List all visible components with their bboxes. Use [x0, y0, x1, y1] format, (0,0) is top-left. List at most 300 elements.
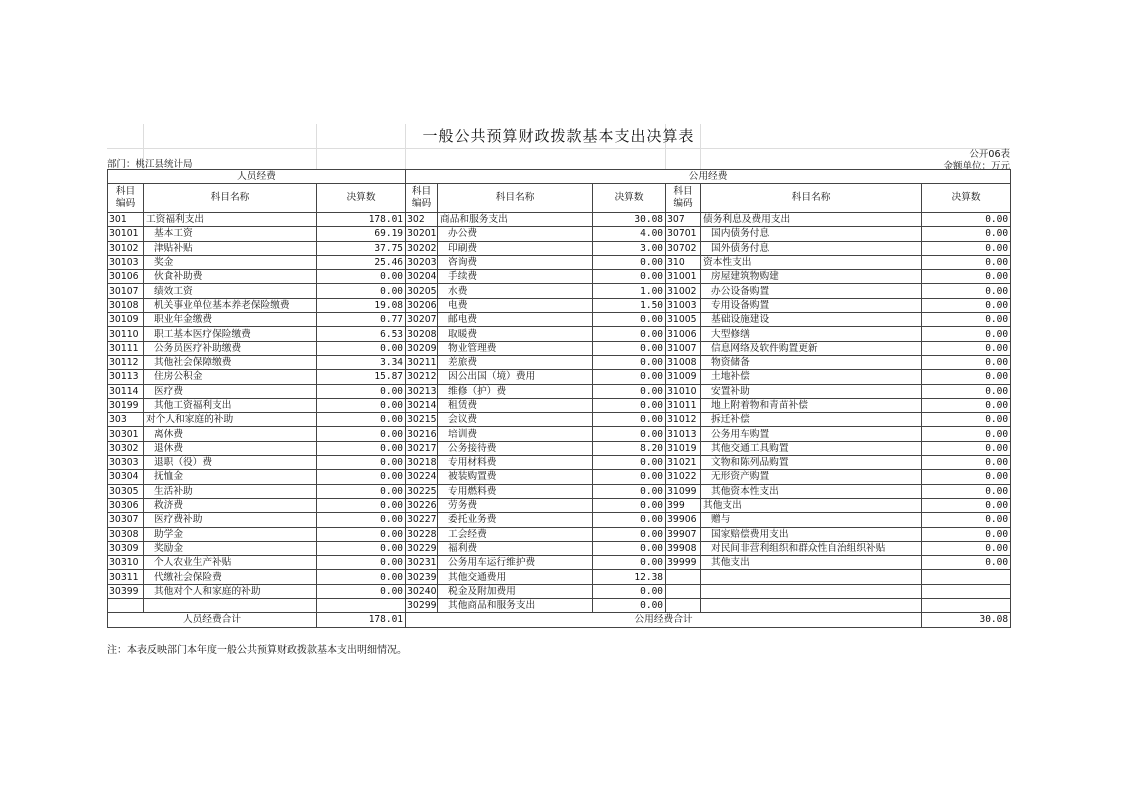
- amount: 0.00: [317, 527, 406, 541]
- subject-name: [701, 584, 922, 598]
- subject-code: 31099: [666, 484, 701, 498]
- subject-name: 取暖费: [438, 327, 593, 341]
- table-row: [108, 270, 1011, 284]
- subject-name: 维修（护）费: [438, 384, 593, 398]
- amount: 0.00: [317, 513, 406, 527]
- subject-code: 31013: [666, 427, 701, 441]
- amount: 0.00: [922, 556, 1011, 570]
- subject-code: 30205: [407, 285, 437, 297]
- table-row: [108, 470, 1011, 484]
- subject-name: 物业管理费: [438, 341, 593, 355]
- expenditure-table: [107, 169, 1011, 628]
- subject-code: 30307: [108, 513, 144, 527]
- subject-name: 无形资产购置: [701, 470, 922, 484]
- amount: 30.08: [593, 213, 666, 227]
- amount: 0.00: [922, 313, 1011, 327]
- amount: 1.00: [593, 284, 666, 298]
- subject-name: 其他对个人和家庭的补助: [144, 584, 317, 598]
- subject-name: 办公设备购置: [701, 284, 922, 298]
- col-header-amount: 决算数: [593, 184, 666, 213]
- amount: 0.00: [317, 270, 406, 284]
- subject-name: 专用设备购置: [701, 298, 922, 312]
- subject-code: 30102: [108, 241, 144, 255]
- amount: 0.00: [922, 484, 1011, 498]
- amount: 6.53: [317, 327, 406, 341]
- subject-code: 39906: [666, 513, 701, 527]
- amount: 0.00: [317, 384, 406, 398]
- amount: 37.75: [317, 241, 406, 255]
- subject-name: 职业年金缴费: [144, 313, 317, 327]
- subject-name: 税金及附加费用: [438, 584, 593, 598]
- subject-code: 30227: [407, 514, 437, 526]
- subject-code: 30199: [108, 398, 144, 412]
- subject-name: 其他商品和服务支出: [438, 599, 593, 613]
- subject-code: 30203: [407, 257, 437, 269]
- subject-name: 劳务费: [438, 498, 593, 512]
- subject-code: 30101: [108, 227, 144, 241]
- subject-code: 30201: [407, 228, 437, 240]
- subject-code: 31008: [666, 355, 701, 369]
- subject-name: 工资福利支出: [144, 213, 317, 227]
- subject-name: 租赁费: [438, 398, 593, 412]
- subject-code: 399: [666, 498, 701, 512]
- subject-code: 31006: [666, 327, 701, 341]
- subject-code: 30305: [108, 484, 144, 498]
- amount: 0.00: [317, 570, 406, 584]
- subject-code: 30302: [108, 441, 144, 455]
- table-row: [108, 355, 1011, 369]
- amount: 0.00: [593, 456, 666, 470]
- subject-code: 30308: [108, 527, 144, 541]
- subject-code: 30107: [108, 284, 144, 298]
- subject-code: 30206: [407, 299, 437, 311]
- subject-code: 30216: [407, 428, 437, 440]
- amount: 0.00: [317, 484, 406, 498]
- table-row: [108, 398, 1011, 412]
- subject-code: 30212: [407, 371, 437, 383]
- subject-code: 30217: [407, 442, 437, 454]
- personnel-total-amount: 178.01: [317, 613, 406, 627]
- subject-name: 专用燃料费: [438, 484, 593, 498]
- subject-name: 水费: [438, 284, 593, 298]
- subject-code: 30399: [108, 584, 144, 598]
- amount: [317, 599, 406, 613]
- subject-name: 生活补助: [144, 484, 317, 498]
- amount: 0.00: [922, 227, 1011, 241]
- subject-name: 助学金: [144, 527, 317, 541]
- subject-code: 30204: [407, 271, 437, 283]
- amount: [922, 570, 1011, 584]
- amount: 0.00: [593, 498, 666, 512]
- table-row: [108, 413, 1011, 427]
- subject-name: 赠与: [701, 513, 922, 527]
- subject-code: [666, 599, 701, 613]
- table-row: [108, 541, 1011, 555]
- col-header-code: 科目 编码: [108, 184, 144, 213]
- subject-name: 其他支出: [701, 556, 922, 570]
- subject-name: 代缴社会保险费: [144, 570, 317, 584]
- subject-code: 30224: [407, 471, 437, 483]
- public-total-label: 公用经费合计: [406, 613, 922, 627]
- subject-name: 个人农业生产补贴: [144, 556, 317, 570]
- subject-code: 30311: [108, 570, 144, 584]
- amount: 0.00: [922, 513, 1011, 527]
- table-row: [108, 384, 1011, 398]
- table-row: [108, 213, 1011, 227]
- amount: 0.00: [922, 441, 1011, 455]
- subject-code: 39908: [666, 541, 701, 555]
- subject-name: 商品和服务支出: [438, 213, 593, 227]
- subject-code: 30306: [108, 498, 144, 512]
- amount: 0.00: [317, 584, 406, 598]
- subject-name: 其他交通费用: [438, 570, 593, 584]
- subject-code: 31003: [666, 298, 701, 312]
- subject-code: 303: [108, 413, 144, 427]
- subject-name: 津贴补贴: [144, 241, 317, 255]
- subject-code: 30108: [108, 298, 144, 312]
- public-total-amount: 30.08: [922, 613, 1011, 627]
- subject-code: 30229: [407, 542, 437, 554]
- subject-code: 30111: [108, 341, 144, 355]
- subject-code: 30209: [407, 342, 437, 354]
- subject-name: 因公出国（境）费用: [438, 370, 593, 384]
- amount: [922, 599, 1011, 613]
- subject-name: 手续费: [438, 270, 593, 284]
- subject-code: 39907: [666, 527, 701, 541]
- amount: 0.00: [922, 470, 1011, 484]
- table-row: [108, 570, 1011, 584]
- amount: 0.77: [317, 313, 406, 327]
- subject-code: [666, 570, 701, 584]
- subject-code: 301: [108, 213, 144, 227]
- subject-code: 31010: [666, 384, 701, 398]
- amount: 0.00: [593, 355, 666, 369]
- subject-name: 土地补偿: [701, 370, 922, 384]
- subject-name: 绩效工资: [144, 284, 317, 298]
- amount: 0.00: [593, 556, 666, 570]
- subject-name: 邮电费: [438, 313, 593, 327]
- subject-name: 退休费: [144, 441, 317, 455]
- subject-name: 奖金: [144, 255, 317, 269]
- subject-code: 31005: [666, 313, 701, 327]
- amount: 0.00: [593, 527, 666, 541]
- table-row: [108, 441, 1011, 455]
- subject-code: 30239: [407, 571, 437, 583]
- subject-code: 30114: [108, 384, 144, 398]
- subject-name: 房屋建筑物购建: [701, 270, 922, 284]
- subject-name: 工会经费: [438, 527, 593, 541]
- subject-name: 基本工资: [144, 227, 317, 241]
- subject-name: 住房公积金: [144, 370, 317, 384]
- amount: 0.00: [593, 584, 666, 598]
- amount: 4.00: [593, 227, 666, 241]
- subject-code: 30112: [108, 355, 144, 369]
- amount: 0.00: [593, 470, 666, 484]
- subject-name: 基础设施建设: [701, 313, 922, 327]
- subject-code: 30207: [407, 314, 437, 326]
- amount: 0.00: [317, 456, 406, 470]
- subject-code: 307: [666, 213, 701, 227]
- amount: 0.00: [922, 213, 1011, 227]
- subject-name: 国家赔偿费用支出: [701, 527, 922, 541]
- subject-name: 公务用车购置: [701, 427, 922, 441]
- subject-name: 办公费: [438, 227, 593, 241]
- amount: 0.00: [922, 341, 1011, 355]
- subject-code: 30208: [407, 328, 437, 340]
- subject-code: 31009: [666, 370, 701, 384]
- amount: 0.00: [317, 556, 406, 570]
- amount: 0.00: [593, 384, 666, 398]
- col-header-amount: 决算数: [317, 184, 406, 213]
- subject-name: 文物和陈列品购置: [701, 456, 922, 470]
- subject-name: 职工基本医疗保险缴费: [144, 327, 317, 341]
- subject-name: 委托业务费: [438, 513, 593, 527]
- amount: 19.08: [317, 298, 406, 312]
- faint-gridline: [107, 148, 1010, 171]
- amount: 0.00: [593, 541, 666, 555]
- amount: 0.00: [593, 398, 666, 412]
- subject-code: 30228: [407, 528, 437, 540]
- subject-code: 30309: [108, 541, 144, 555]
- subject-code: 30213: [407, 385, 437, 397]
- subject-name: 咨询费: [438, 255, 593, 269]
- subject-name: [701, 570, 922, 584]
- form-code: 公开06表: [969, 149, 1010, 160]
- amount: 0.00: [593, 270, 666, 284]
- subject-name: 拆迁补偿: [701, 413, 922, 427]
- subject-name: 大型修缮: [701, 327, 922, 341]
- subject-code: 30106: [108, 270, 144, 284]
- subject-name: 债务利息及费用支出: [701, 213, 922, 227]
- table-row: [108, 227, 1011, 241]
- table-row: [108, 498, 1011, 512]
- table-row: [108, 427, 1011, 441]
- subject-code: 30211: [407, 357, 437, 369]
- col-header-name: 科目名称: [144, 184, 317, 213]
- table-row: [108, 255, 1011, 269]
- subject-code: 30701: [666, 227, 701, 241]
- table-row: [108, 513, 1011, 527]
- subject-name: 其他社会保障缴费: [144, 355, 317, 369]
- subject-name: 电费: [438, 298, 593, 312]
- subject-name: 其他资本性支出: [701, 484, 922, 498]
- subject-name: 印刷费: [438, 241, 593, 255]
- table-row: [108, 341, 1011, 355]
- amount: 0.00: [922, 270, 1011, 284]
- amount: 0.00: [317, 413, 406, 427]
- col-header-name: 科目名称: [701, 184, 922, 213]
- subject-code: 30299: [407, 600, 437, 612]
- amount: 0.00: [922, 384, 1011, 398]
- amount: 0.00: [317, 441, 406, 455]
- amount: 0.00: [922, 284, 1011, 298]
- subject-name: 其他支出: [701, 498, 922, 512]
- amount: 0.00: [922, 427, 1011, 441]
- amount: 0.00: [593, 413, 666, 427]
- amount: 0.00: [922, 255, 1011, 269]
- subject-code: [108, 599, 144, 613]
- amount: 0.00: [593, 341, 666, 355]
- subject-name: 其他工资福利支出: [144, 398, 317, 412]
- amount: 12.38: [593, 570, 666, 584]
- table-row: [108, 298, 1011, 312]
- public-section-header: 公用经费: [406, 170, 1011, 184]
- subject-name: 对个人和家庭的补助: [144, 413, 317, 427]
- subject-code: 30215: [407, 414, 437, 426]
- subject-code: 302: [406, 213, 438, 227]
- subject-code: 30231: [407, 557, 437, 569]
- subject-name: 信息网络及软件购置更新: [701, 341, 922, 355]
- table-row: [108, 556, 1011, 570]
- subject-code: 30218: [407, 457, 437, 469]
- subject-name: 公务员医疗补助缴费: [144, 341, 317, 355]
- subject-code: 30110: [108, 327, 144, 341]
- amount: 0.00: [922, 498, 1011, 512]
- subject-code: 31021: [666, 456, 701, 470]
- amount: 0.00: [317, 427, 406, 441]
- subject-name: 专用材料费: [438, 456, 593, 470]
- subject-name: 安置补助: [701, 384, 922, 398]
- subject-name: 机关事业单位基本养老保险缴费: [144, 298, 317, 312]
- subject-code: 31007: [666, 341, 701, 355]
- table-row: [108, 370, 1011, 384]
- subject-code: 31011: [666, 398, 701, 412]
- subject-code: 30109: [108, 313, 144, 327]
- table-row: [108, 241, 1011, 255]
- subject-code: 30303: [108, 456, 144, 470]
- amount: 0.00: [317, 498, 406, 512]
- table-row: [108, 284, 1011, 298]
- subject-code: 30103: [108, 255, 144, 269]
- amount: 0.00: [922, 541, 1011, 555]
- subject-name: 医疗费补助: [144, 513, 317, 527]
- amount: 0.00: [593, 255, 666, 269]
- department-label: 部门：桃江县统计局: [107, 159, 193, 170]
- subject-name: 伙食补助费: [144, 270, 317, 284]
- amount: 0.00: [593, 427, 666, 441]
- amount: 0.00: [922, 527, 1011, 541]
- subject-name: 培训费: [438, 427, 593, 441]
- subject-code: 39999: [666, 556, 701, 570]
- footnote: 注：本表反映部门本年度一般公共预算财政拨款基本支出明细情况。: [107, 645, 407, 656]
- subject-code: 30225: [407, 485, 437, 497]
- amount: 0.00: [593, 327, 666, 341]
- subject-name: 对民间非营利组织和群众性自治组织补贴: [701, 541, 922, 555]
- amount: 0.00: [922, 456, 1011, 470]
- amount: 1.50: [593, 298, 666, 312]
- amount: 0.00: [922, 241, 1011, 255]
- subject-name: 资本性支出: [701, 255, 922, 269]
- amount: 0.00: [922, 370, 1011, 384]
- amount: 3.34: [317, 355, 406, 369]
- subject-name: 差旅费: [438, 355, 593, 369]
- amount: 0.00: [317, 470, 406, 484]
- col-header-code: 科目 编码: [406, 184, 438, 213]
- amount: 15.87: [317, 370, 406, 384]
- subject-name: 福利费: [438, 541, 593, 555]
- col-header-name: 科目名称: [438, 184, 593, 213]
- amount: 0.00: [317, 398, 406, 412]
- subject-code: 30202: [407, 242, 437, 254]
- subject-name: 其他交通工具购置: [701, 441, 922, 455]
- amount: 0.00: [593, 484, 666, 498]
- amount: 0.00: [593, 313, 666, 327]
- table-row: [108, 484, 1011, 498]
- amount: 0.00: [593, 370, 666, 384]
- subject-name: 公务接待费: [438, 441, 593, 455]
- subject-code: 31019: [666, 441, 701, 455]
- amount: 0.00: [922, 355, 1011, 369]
- amount: 0.00: [922, 398, 1011, 412]
- subject-name: 离休费: [144, 427, 317, 441]
- subject-name: 退职（役）费: [144, 456, 317, 470]
- personnel-total-label: 人员经费合计: [108, 613, 317, 627]
- subject-code: 30226: [407, 500, 437, 512]
- amount: 0.00: [593, 513, 666, 527]
- amount: 0.00: [317, 341, 406, 355]
- subject-code: 31012: [666, 413, 701, 427]
- amount: 8.20: [593, 441, 666, 455]
- subject-name: 公务用车运行维护费: [438, 556, 593, 570]
- subject-code: 30310: [108, 556, 144, 570]
- subject-code: 30304: [108, 470, 144, 484]
- subject-name: [701, 599, 922, 613]
- subject-code: 30113: [108, 370, 144, 384]
- amount: 0.00: [922, 327, 1011, 341]
- amount: 0.00: [317, 541, 406, 555]
- subject-name: 物资储备: [701, 355, 922, 369]
- subject-name: 医疗费: [144, 384, 317, 398]
- personnel-section-header: 人员经费: [108, 170, 406, 184]
- col-header-code: 科目 编码: [666, 184, 701, 213]
- subject-name: [144, 599, 317, 613]
- table-row: [108, 584, 1011, 598]
- subject-name: 地上附着物和青苗补偿: [701, 398, 922, 412]
- subject-name: 国外债务付息: [701, 241, 922, 255]
- subject-name: 救济费: [144, 498, 317, 512]
- subject-name: 抚恤金: [144, 470, 317, 484]
- col-header-amount: 决算数: [922, 184, 1011, 213]
- subject-code: 30214: [407, 400, 437, 411]
- subject-code: 30702: [666, 241, 701, 255]
- amount: 25.46: [317, 255, 406, 269]
- subject-code: 30240: [407, 585, 437, 597]
- amount: 3.00: [593, 241, 666, 255]
- amount: [922, 584, 1011, 598]
- subject-code: 31002: [666, 284, 701, 298]
- subject-code: [666, 584, 701, 598]
- subject-name: 被装购置费: [438, 470, 593, 484]
- unit-label: 金额单位：万元: [943, 161, 1010, 172]
- subject-code: 30301: [108, 427, 144, 441]
- amount: 0.00: [922, 413, 1011, 427]
- table-row: [108, 599, 1011, 613]
- subject-name: 会议费: [438, 413, 593, 427]
- table-row: [108, 313, 1011, 327]
- table-row: [108, 456, 1011, 470]
- amount: 0.00: [922, 298, 1011, 312]
- amount: 0.00: [593, 599, 666, 613]
- subject-name: 国内债务付息: [701, 227, 922, 241]
- table-row: [108, 327, 1011, 341]
- table-row: [108, 527, 1011, 541]
- amount: 0.00: [317, 284, 406, 298]
- subject-name: 奖励金: [144, 541, 317, 555]
- subject-code: 31001: [666, 270, 701, 284]
- subject-code: 31022: [666, 470, 701, 484]
- amount: 69.19: [317, 227, 406, 241]
- amount: 178.01: [317, 213, 406, 227]
